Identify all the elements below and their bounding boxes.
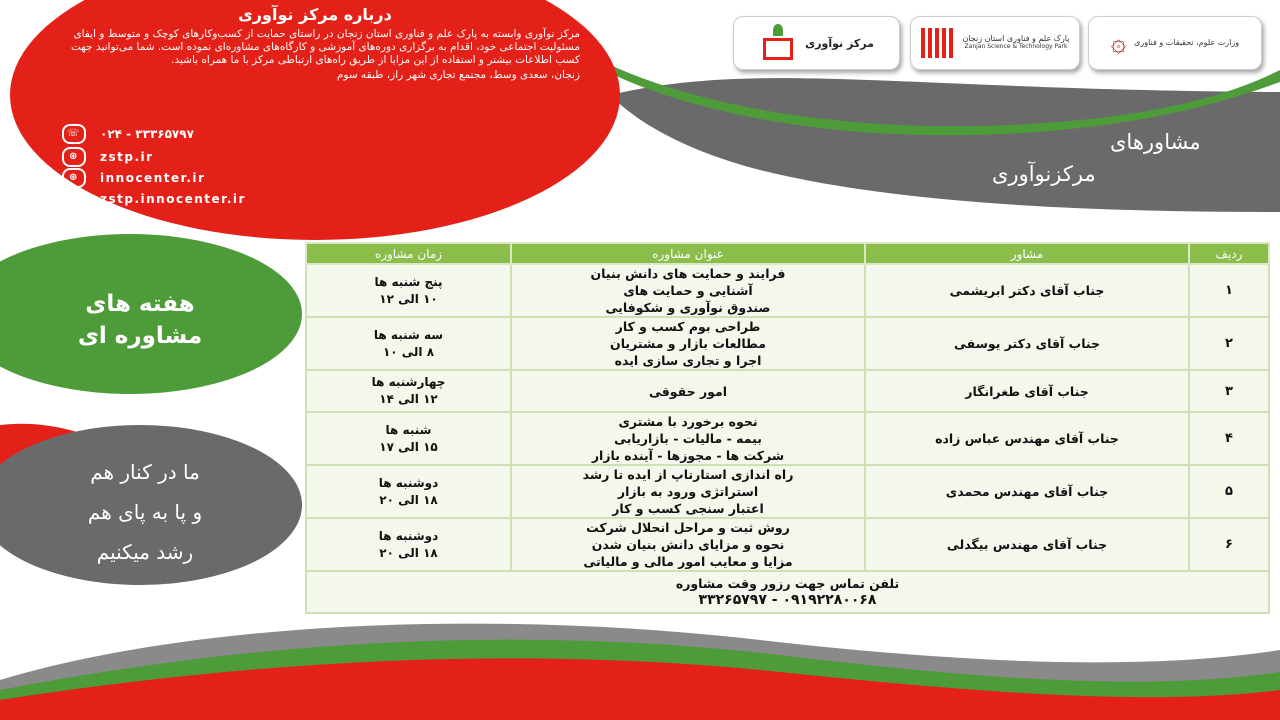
- ministry-emblem-icon: ۞: [1110, 28, 1127, 58]
- row-topic: روش ثبت و مراحل انحلال شرکت نحوه و مزایای دانش بنیان شدن مزایا و معایب امور مالی و مالیاتی: [511, 518, 865, 571]
- contact-instagram-text: zstp.innocenter.ir: [100, 192, 246, 206]
- park-logo-mark: [921, 28, 955, 58]
- row-time: سه شنبه ها ۸ الی ۱۰: [306, 317, 511, 370]
- slogan-line3: رشد میکنیم: [96, 540, 194, 564]
- contact-website-zstp-text: zstp.ir: [100, 150, 154, 164]
- weeks-badge: [20, 288, 260, 352]
- row-time: چهارشنبه ها ۱۲ الی ۱۴: [306, 370, 511, 412]
- row-num: ۲: [1189, 317, 1269, 370]
- about-section: [30, 5, 600, 81]
- ministry-logo: [1088, 16, 1262, 70]
- contact-phone-text: ۰۲۴ - ۳۳۳۶۵۷۹۷: [100, 127, 194, 141]
- contact-website-zstp[interactable]: [62, 147, 154, 167]
- row-topic: راه اندازی استارتاپ از ایده تا رشد استراتژی ورود به بازار اعتبار سنجی کسب و کار: [511, 465, 865, 518]
- row-advisor: جناب آقای مهندس عباس زاده: [865, 412, 1189, 465]
- park-logo-text-en: Zanjan Science & Technology Park: [964, 43, 1068, 51]
- header-advisor: مشاور: [865, 243, 1189, 264]
- park-logo: [910, 16, 1080, 70]
- row-topic: فرایند و حمایت های دانش بنیان آشنایی و حمایت های صندوق نوآوری و شکوفایی: [511, 264, 865, 317]
- booking-phone[interactable]: [306, 571, 1269, 613]
- contact-instagram[interactable]: [62, 189, 246, 209]
- table-row: [306, 370, 1269, 412]
- innocenter-logo-mark: [759, 24, 797, 62]
- row-time: دوشنبه ها ۱۸ الی ۲۰: [306, 518, 511, 571]
- table-row: [306, 264, 1269, 317]
- contact-phone[interactable]: [62, 124, 194, 144]
- slogan-line1: ما در کنار هم: [90, 460, 200, 484]
- row-num: ۵: [1189, 465, 1269, 518]
- contact-website-innocenter-text: innocenter.ir: [100, 171, 206, 185]
- innocenter-logo-text: مرکز نوآوری: [805, 36, 874, 50]
- row-num: ۶: [1189, 518, 1269, 571]
- table-row: [306, 412, 1269, 465]
- table-footer-row: [306, 571, 1269, 613]
- table-header-row: [306, 243, 1269, 264]
- phone-icon: ☏: [62, 124, 86, 144]
- innocenter-logo: [733, 16, 900, 70]
- booking-phone-label: تلفن تماس جهت رزور وقت مشاوره: [675, 576, 900, 591]
- row-num: ۴: [1189, 412, 1269, 465]
- row-num: ۱: [1189, 264, 1269, 317]
- row-advisor: جناب آقای مهندس محمدی: [865, 465, 1189, 518]
- row-advisor: جناب آقای مهندس بیگدلی: [865, 518, 1189, 571]
- booking-phone-numbers: ۰۹۱۹۲۲۸۰۰۶۸ - ۳۳۲۶۵۷۹۷: [698, 592, 877, 608]
- weeks-line1: هفته های: [85, 291, 195, 317]
- row-advisor: جناب آقای دکتر ابریشمی: [865, 264, 1189, 317]
- instagram-icon: ◎: [62, 189, 86, 209]
- header-num: ردیف: [1189, 243, 1269, 264]
- contact-website-innocenter[interactable]: [62, 168, 205, 188]
- row-advisor: جناب آقای دکتر یوسفی: [865, 317, 1189, 370]
- table-row: [306, 518, 1269, 571]
- about-address: زنجان، سعدی وسط، مجتمع تجاری شهر راز، طبقه سوم: [336, 69, 580, 81]
- row-topic: طراحی بوم کسب و کار مطالعات بازار و مشتریان اجرا و تجاری سازی ایده: [511, 317, 865, 370]
- slogan: [0, 452, 290, 572]
- ministry-logo-text: وزارت علوم، تحقیقات و فناوری: [1134, 37, 1240, 47]
- globe-icon: ⊕: [62, 168, 86, 188]
- header-title-line1: مشاورهای: [1110, 130, 1201, 154]
- row-time: پنج شنبه ها ۱۰ الی ۱۲: [306, 264, 511, 317]
- row-time: دوشنبه ها ۱۸ الی ۲۰: [306, 465, 511, 518]
- row-time: شنبه ها ۱۵ الی ۱۷: [306, 412, 511, 465]
- about-body: مرکز نوآوری وابسته به پارک علم و فناوری استان زنجان در راستای حمایت از کسب‌وکارهای کوچک و متوسط و ایفای مسئولیت اجتماعی خود، اقدام به برگزاری دوره‌های آموزشی و کارگاه‌های مشاوره‌ای نموده است. شما می‌توانید جهت کسب اطلاعات بیشتر و استفاده از این مزایا از طریق راه‌های ارتباطی مرکز با ما همراه باشید.: [70, 28, 580, 66]
- park-logo-text-fa: پارک علم و فناوری استان زنجان: [962, 34, 1070, 44]
- row-num: ۳: [1189, 370, 1269, 412]
- table-row: [306, 317, 1269, 370]
- weeks-line2: مشاوره ای: [77, 323, 203, 349]
- schedule-table: [305, 242, 1270, 614]
- header-time: زمان مشاوره: [306, 243, 511, 264]
- about-title: درباره مرکز نوآوری: [238, 5, 392, 24]
- table-row: [306, 465, 1269, 518]
- header-topic: عنوان مشاوره: [511, 243, 865, 264]
- slogan-line2: و پا به پای هم: [87, 500, 203, 524]
- header-title-line2: مرکزنوآوری: [992, 162, 1096, 186]
- row-topic: نحوه برخورد با مشتری بیمه - مالیات - بازاریابی شرکت ها - مجوزها - آینده بازار: [511, 412, 865, 465]
- row-advisor: جناب آقای طغرانگار: [865, 370, 1189, 412]
- row-topic: امور حقوقی: [511, 370, 865, 412]
- globe-icon: ⊕: [62, 147, 86, 167]
